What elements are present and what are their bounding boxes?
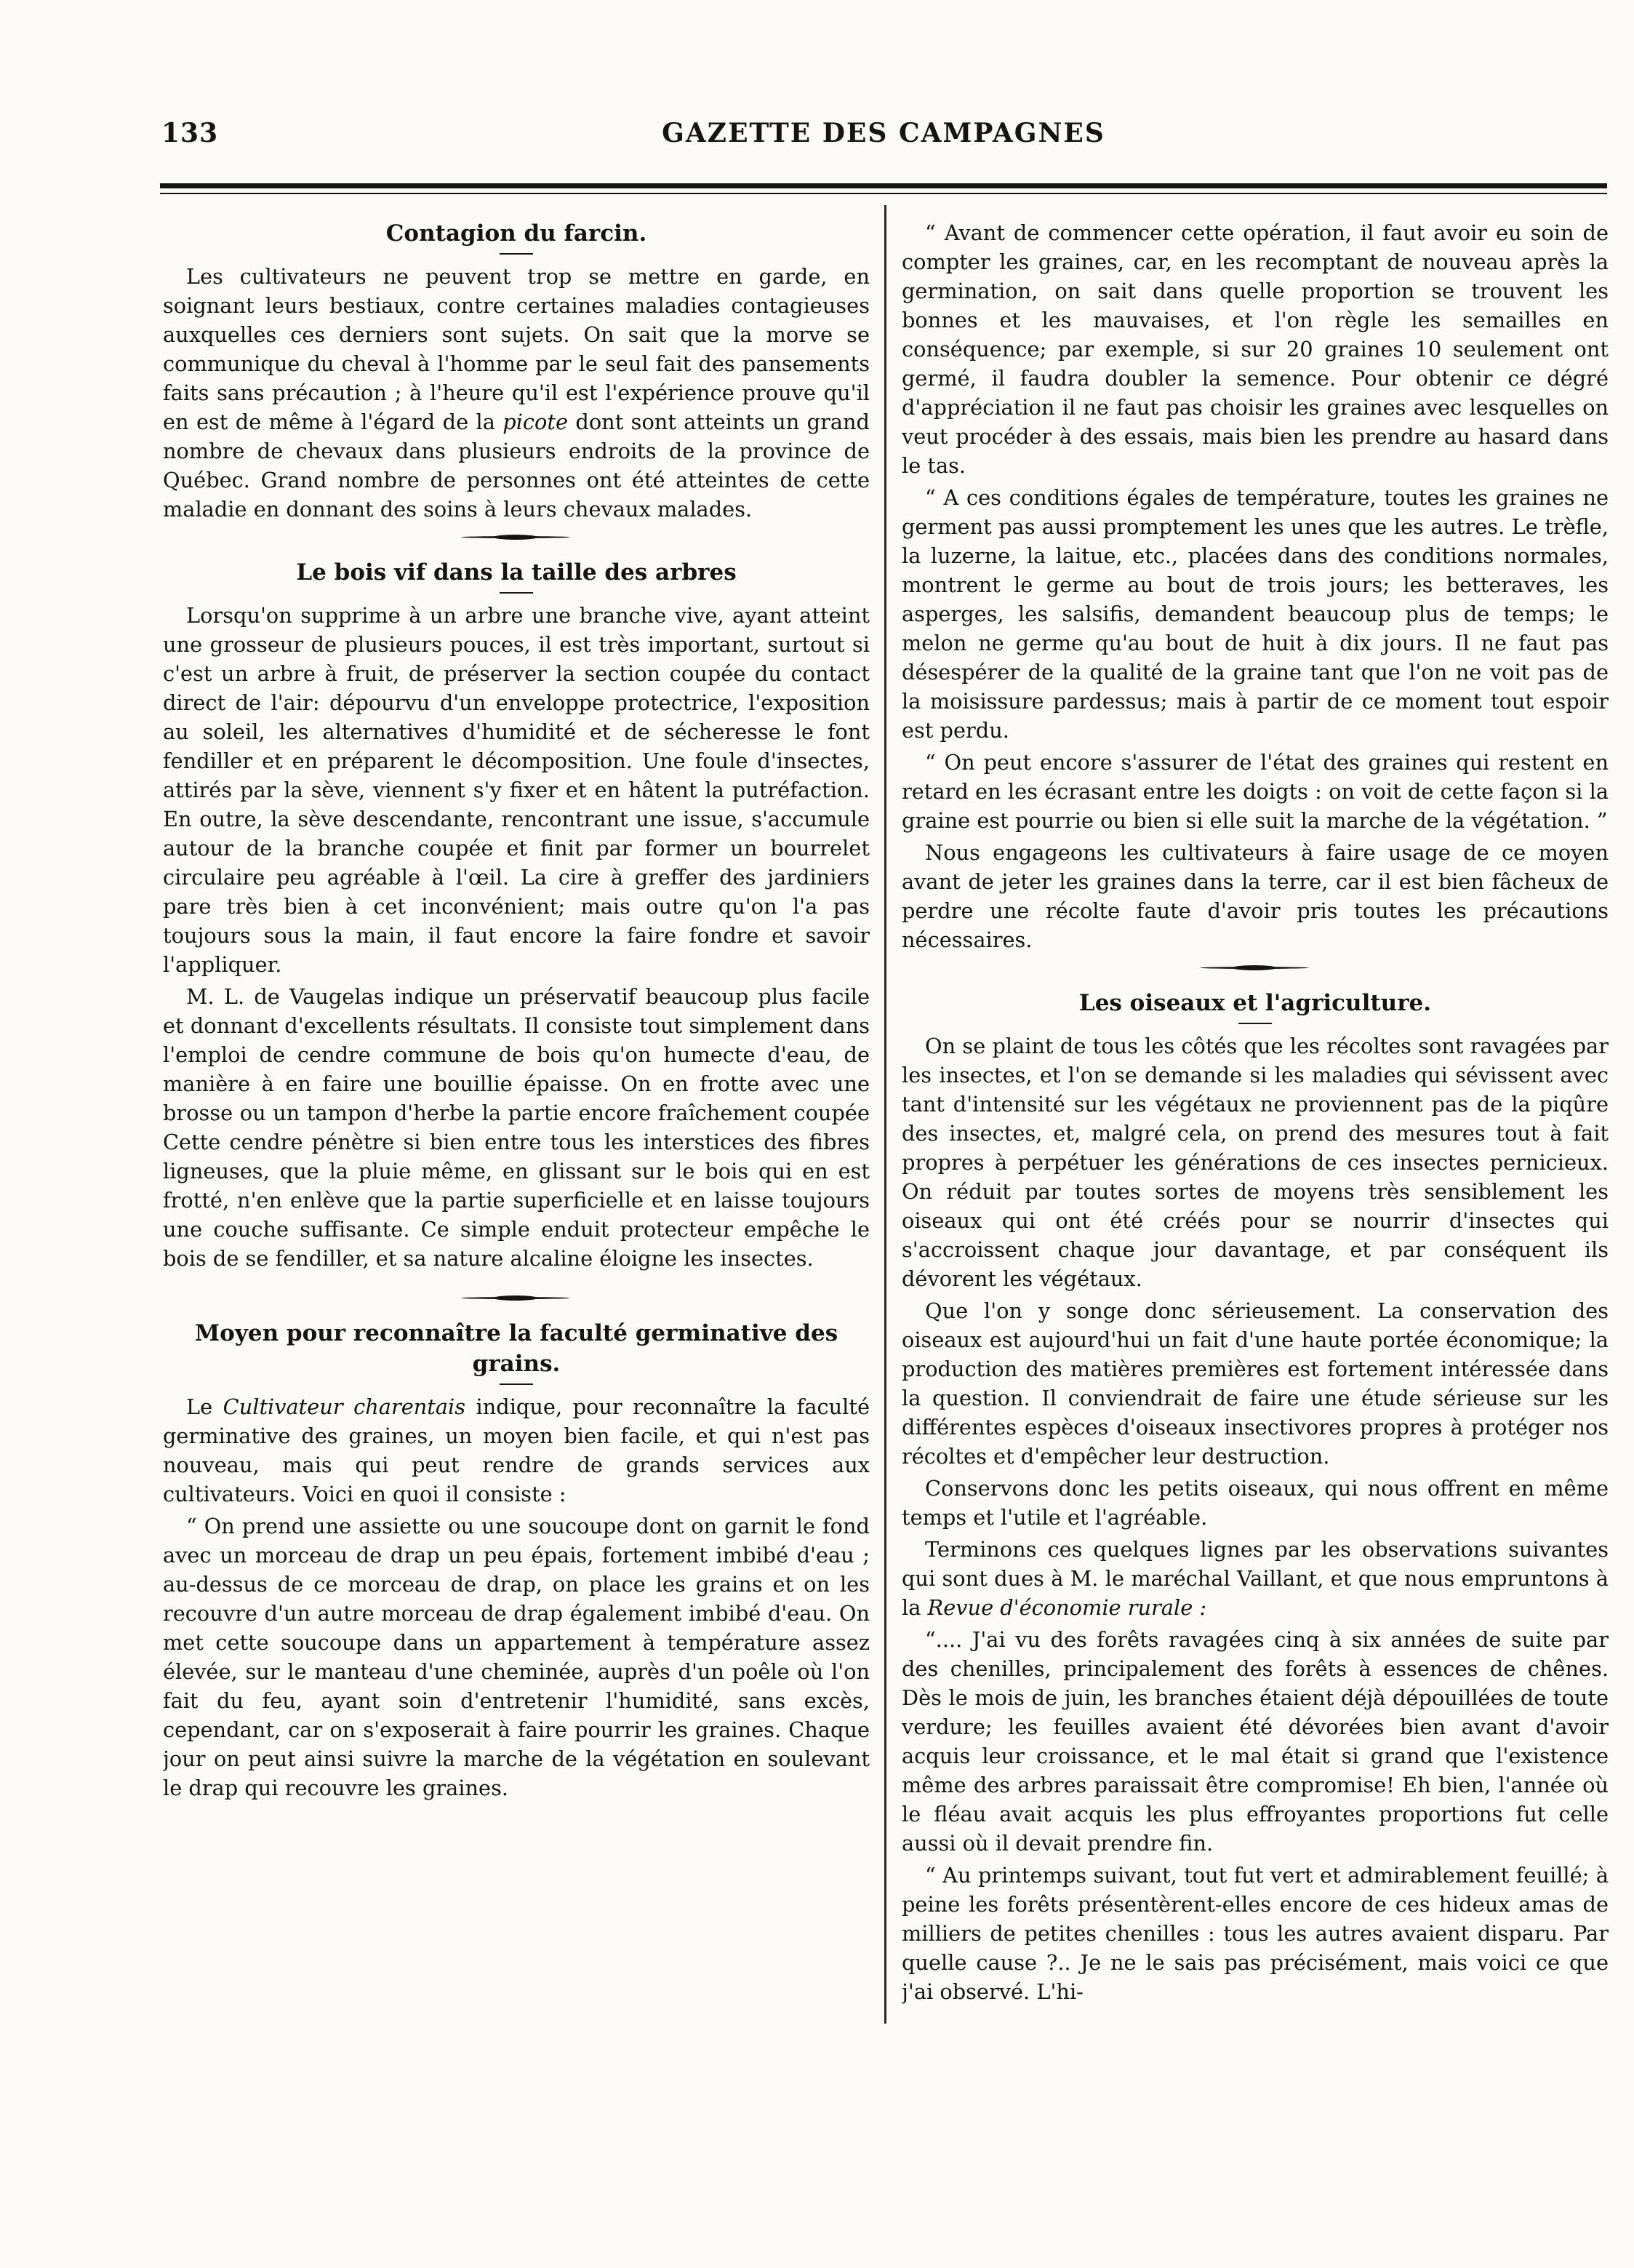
left-column [163,218,870,2051]
header-rule-thin [160,193,1607,194]
article-separator [163,1289,870,1306]
article-paragraph: On se plaint de tous les côtés que les récoltes sont ravagées par les insectes, et l'on se demande si les maladies qui sévissent avec tant d'intensité sur les végétaux ne proviennent pas de la piqûre des insectes, et, malgré cela, on prend des mesures tout à fait propres à perpétuer les générations de ces insectes pernicieux. On réduit par toutes sortes de moyens très sensiblement les oiseaux qui ont été créés pour se nourrir d'insectes qui s'accroissent chaque jour davantage, et par conséquent ils dévorent les végétaux. [902,1034,1609,1291]
article-paragraph: Les cultivateurs ne peuvent trop se mettre en garde, en soignant leurs bestiaux, contre certaines maladies contagieuses auxquelles ces derniers sont sujets. On sait que la morve se communique du cheval à l'homme par le seul fait des pansements faits sans précaution ; à l'heure qu'il est l'expérience prouve qu'il en est de même à l'égard de la picote dont sont atteints un grand nombre de chevaux dans plusieurs endroits de la province de Québec. Grand nombre de personnes ont été atteintes de cette maladie en donnant des soins à leurs chevaux malades. [163,264,870,522]
article-paragraph: Nous engageons les cultivateurs à faire usage de ce moyen avant de jeter les graines dans la terre, car il est bien fâcheux de perdre une récolte faute d'avoir pris toutes les précautions nécessaires. [902,840,1609,952]
article-paragraph: “ On peut encore s'assurer de l'état des graines qui restent en retard en les écrasant entre les doigts : on voit de cette façon si la graine est pourrie ou bien si elle suit la marche de la végétation. ” [902,750,1609,833]
article-paragraph: Lorsqu'on supprime à un arbre une branche vive, ayant atteint une grosseur de plusieurs pouces, il est très important, surtout si c'est un arbre à fruit, de préserver la section coupée du contact direct de l'air: dépourvu d'un enveloppe protectrice, l'exposition au soleil, les alternatives d'humidité et de sécheresse le font fendiller et en préparent le décomposition. Une foule d'insectes, attirés par la sève, viennent s'y fixer et en hâtent la putréfaction. En outre, la sève descendante, rencontrant une issue, s'accumule autour de la branche coupée et finit par former un bourrelet circulaire peu agréable à l'œil. La cire à greffer des jardiniers pare très bien à cet inconvénient; mais outre qu'on l'a pas toujours sous la main, il faut encore la faire fondre et savoir l'appliquer. [163,603,870,977]
article-title-bois-vif: Le bois vif dans la taille des arbres [296,559,737,586]
right-column [902,218,1609,2051]
page-number: 133 [161,118,219,148]
article-paragraph: “ Avant de commencer cette opération, il faut avoir eu soin de compter les graines, car, en les recomptant de nouveau après la germination, on sait dans quelle proportion se trouvent les bonnes et les mauvaises, et l'on règle les semailles en conséquence; par exemple, si sur 20 graines 10 seulement ont germé, il faudra doubler la semence. Pour obtenir ce dégré d'appréciation il ne faut pas choisir les graines avec lesquelles on veut procéder à des essais, mais bien les prendre au hasard dans le tas. [902,220,1609,478]
article-paragraph: Le Cultivateur charentais indique, pour reconnaître la faculté germinative des graines, un moyen bien facile, et qui n'est pas nouveau, mais qui peut rendre de grands services aux cultivateurs. Voici en quoi il consiste : [163,1394,870,1506]
title-dash [500,253,533,255]
article-paragraph: “ On prend une assiette ou une soucoupe dont on garnit le fond avec un morceau de drap un peu épais, fortement imbibé d'eau ; au-dessus de ce morceau de drap, on place les grains et on les recouvre d'un autre morceau de drap également imbibé d'eau. On met cette soucoupe dans un appartement à température assez élevée, sur le manteau d'une cheminée, auprès d'un poêle où l'on fait du feu, ayant soin d'entretenir l'humidité, sans excès, cependant, car on s'exposerait à faire pourrir les graines. Chaque jour on peut ainsi suivre la marche de la végétation en soulevant le drap qui recouvre les graines. [163,1514,870,1800]
article-paragraph: “ Au printemps suivant, tout fut vert et admirablement feuillé; à peine les forêts présentèrent-elles encore de ces hideux amas de milliers de petites chenilles : tous les autres avaient disparu. Par quelle cause ?.. Je ne le sais pas précisément, mais voici ce que j'ai observé. L'hi- [902,1863,1609,2004]
header-rule-thick [160,183,1607,188]
title-dash [500,1383,533,1385]
title-dash [1238,1023,1272,1024]
article-title-oiseaux: Les oiseaux et l'agriculture. [1078,990,1432,1016]
article-title-contagion: Contagion du farcin. [385,220,647,247]
title-dash [500,592,533,594]
article-paragraph: M. L. de Vaugelas indique un préservatif beaucoup plus facile et donnant d'excellents résultats. Il consiste tout simplement dans l'emploi de cendre commune de bois qu'on humecte d'eau, de manière à en faire une bouillie épaisse. On en frotte avec une brosse ou un tampon d'herbe la partie encore fraîchement coupée Cette cendre pénètre si bien entre tous les interstices des fibres ligneuses, que la pluie même, en glissant sur le bois qui en est frotté, n'en enlève que la partie superficielle et en laisse toujours une couche suffisante. Ce simple enduit protecteur empêche le bois de se fendiller, et sa nature alcaline éloigne les insectes. [163,984,870,1271]
column-divider [884,205,886,2024]
page-header [160,118,1607,161]
article-separator [902,959,1609,976]
article-paragraph: Conservons donc les petits oiseaux, qui nous offrent en même temps et l'utile et l'agréable. [902,1476,1609,1530]
article-title-faculte-germinative: Moyen pour reconnaître la faculté germinative des grains. [194,1320,838,1377]
article-paragraph: “.... J'ai vu des forêts ravagées cinq à six années de suite par des chenilles, principalement des forêts à essences de chênes. Dès le mois de juin, les branches étaient déjà dépouillées de toute verdure; les feuilles avaient été dévorées bien avant d'avoir acquis leur croissance, et le mal était si grand que l'existence même des arbres paraissait être compromise! Eh bien, l'année où le fléau avait acquis les plus effroyantes proportions fut celle aussi où il devait prendre fin. [902,1627,1609,1856]
article-paragraph: “ A ces conditions égales de température, toutes les graines ne germent pas aussi promptement les unes que les autres. Le trèfle, la luzerne, la laitue, etc., placées dans des conditions normales, montrent le germe au bout de trois jours; les betteraves, les asperges, les salsifis, demandent beaucoup plus de temps; le melon ne germe qu'au bout de huit à dix jours. Il ne faut pas désespérer de la qualité de la graine tant que l'on ne voit pas de la moisissure pardessus; mais à partir de ce moment tout espoir est perdu. [902,485,1609,743]
article-paragraph: Que l'on y songe donc sérieusement. La conservation des oiseaux est aujourd'hui un fait d'une haute portée économique; la production des matières premières est fortement intéressée dans la question. Il conviendrait de faire une étude sérieuse sur les différentes espèces d'oiseaux insectivores propres à protéger nos récoltes et d'empêcher leur destruction. [902,1298,1609,1469]
newspaper-title: GAZETTE DES CAMPAGNES [662,118,1105,148]
article-paragraph: Terminons ces quelques lignes par les observations suivantes qui sont dues à M. le maréchal Vaillant, et que nous empruntons à la Revue d'économie rurale : [902,1537,1609,1620]
article-separator [163,528,870,546]
